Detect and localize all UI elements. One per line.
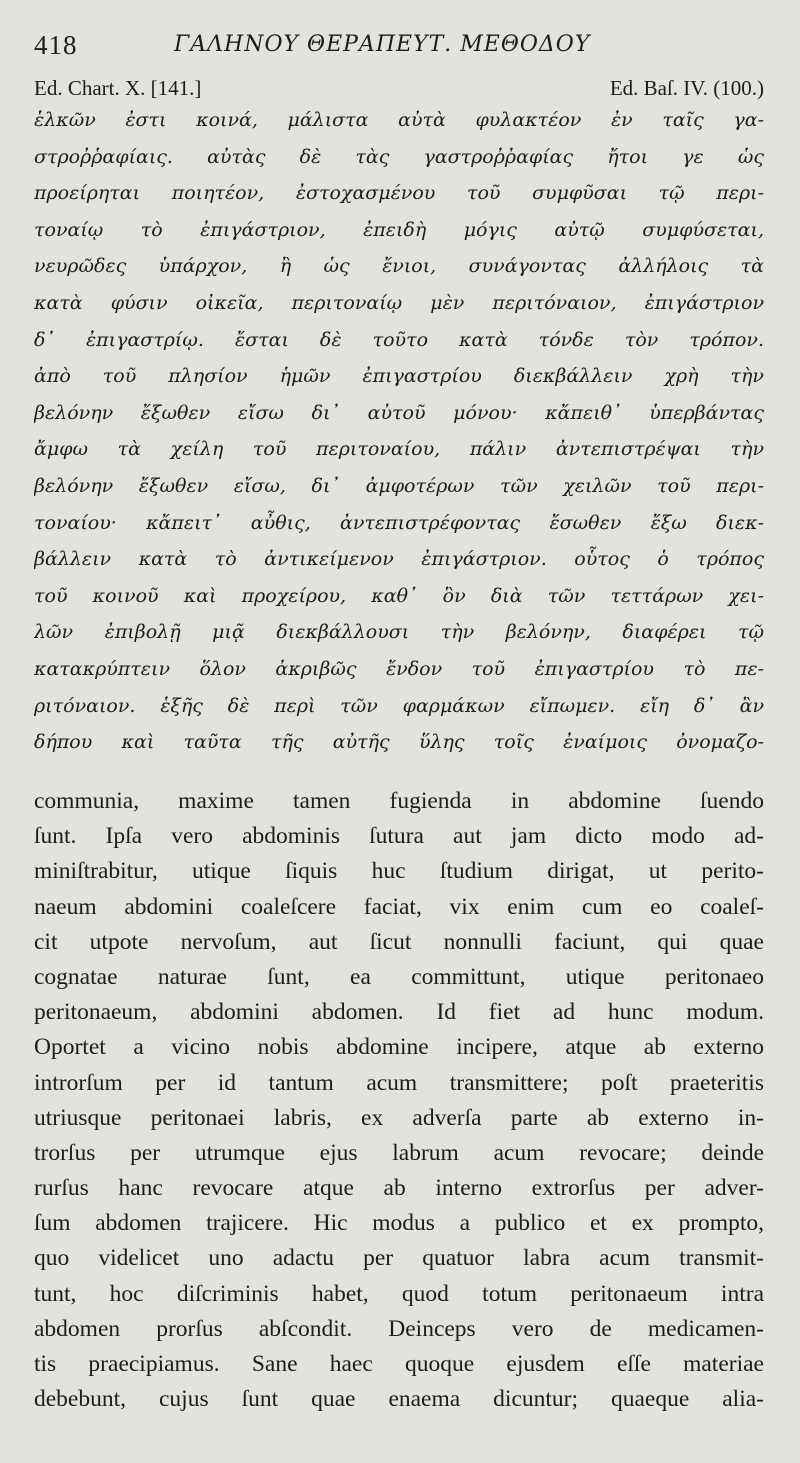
greek-text-line: κατὰ φύσιν οἰκεῖα, περιτοναίῳ μὲν περιτόναιον, ἐπιγάστριον (34, 291, 764, 314)
edition-reference-chartier: Ed. Chart. X. [141.] (34, 76, 202, 100)
greek-text-line: στροῤῥαφίαις. αὐτὰς δὲ τὰς γαστροῤῥαφίας ἤτοι γε ὡς (34, 145, 764, 168)
greek-text-line: νευρῶδες ὑπάρχον, ἢ ὡς ἔνιοι, συνάγοντας ἀλλήλοις τὰ (34, 255, 764, 278)
greek-text-block (34, 102, 764, 761)
running-head (34, 26, 764, 66)
latin-text-line: utriusque peritonaei labris, ex adverſa parte ab externo in- (34, 1104, 764, 1131)
latin-text-line: abdomen prorſus abſcondit. Deinceps vero de medicamen- (34, 1315, 764, 1342)
greek-text-line: ἀπὸ τοῦ πλησίον ἡμῶν ἐπιγαστρίου διεκβάλλειν χρὴ τὴν (34, 365, 764, 388)
greek-text-line: προείρηται ποιητέον, ἐστοχασμένου τοῦ συμφῦσαι τῷ περι- (34, 182, 764, 205)
greek-text-line: κατακρύπτειν ὅλον ἀκριβῶς ἔνδον τοῦ ἐπιγαστρίου τὸ πε- (34, 657, 764, 680)
latin-text-line: Oportet a vicino nobis abdomine incipere, atque ab externo (34, 1034, 764, 1061)
greek-text-line: ριτόναιον. ἑξῆς δὲ περὶ τῶν φαρμάκων εἴπωμεν. εἴη δ᾽ ἂν (34, 694, 764, 717)
page-number: 418 (34, 30, 78, 60)
latin-text-line: communia, maxime tamen fugienda in abdomine ſuendo (34, 788, 764, 814)
greek-text-line: ἑλκῶν ἐστι κοινά, μάλιστα αὐτὰ φυλακτέον ἐν ταῖς γα- (34, 109, 764, 131)
latin-text-line: rurſus hanc revocare atque ab interno extrorſus per adver- (34, 1175, 764, 1202)
latin-text-line: miniſtrabitur, utique ſiquis huc ſtudium dirigat, ut perito- (34, 858, 764, 885)
latin-text-line: cit utpote nervoſum, aut ſicut nonnulli faciunt, qui quae (34, 928, 764, 955)
latin-text-line: quo videlicet uno adactu per quatuor labra acum transmit- (34, 1245, 764, 1272)
greek-text-line: βάλλειν κατὰ τὸ ἀντικείμενον ἐπιγάστριον. οὗτος ὁ τρόπος (34, 548, 764, 571)
latin-text-line: introrſum per id tantum acum transmittere; poſt praeteritis (34, 1069, 764, 1096)
latin-text-line: tis praecipiamus. Sane haec quoque ejusdem eſſe materiae (34, 1351, 764, 1377)
greek-text-line: βελόνην ἔξωθεν εἴσω δι᾽ αὐτοῦ μόνου· κἄπειθ᾽ ὑπερβάντας (34, 401, 764, 424)
latin-translation-block (34, 784, 764, 1417)
greek-text-line: βελόνην ἔξωθεν εἴσω, δι᾽ ἀμφοτέρων τῶν χειλῶν τοῦ περι- (34, 474, 764, 497)
greek-text-line: τοῦ κοινοῦ καὶ προχείρου, καθ᾽ ὃν διὰ τῶν τεττάρων χει- (34, 584, 764, 607)
edition-reference-basel: Ed. Baſ. IV. (100.) (609, 76, 764, 100)
edition-references (34, 76, 764, 104)
latin-text-line: ſunt. Ipſa vero abdominis ſutura aut jam dicto modo ad- (34, 823, 764, 850)
greek-text-line: ἄμφω τὰ χείλη τοῦ περιτοναίου, πάλιν ἀντεπιστρέψαι τὴν (34, 438, 764, 461)
latin-text-line: peritonaeum, abdomini abdomen. Id fiet ad hunc modum. (34, 999, 764, 1026)
latin-text-line: debebunt, cujus ſunt quae enaema dicuntur; quaeque alia- (34, 1386, 764, 1413)
greek-text-line: τοναίου· κἄπειτ᾽ αὖθις, ἀντεπιστρέφοντας ἔσωθεν ἔξω διεκ- (34, 511, 764, 534)
latin-text-line: naeum abdomini coaleſcere faciat, vix enim cum eo coaleſ- (34, 893, 764, 920)
greek-text-line: τοναίῳ τὸ ἐπιγάστριον, ἐπειδὴ μόγις αὐτῷ συμφύσεται, (34, 218, 764, 241)
latin-text-line: tunt, hoc diſcriminis habet, quod totum peritonaeum intra (34, 1280, 764, 1307)
greek-text-line: λῶν ἐπιβολῇ μιᾷ διεκβάλλουσι τὴν βελόνην, διαφέρει τῷ (34, 621, 764, 644)
latin-text-line: trorſus per utrumque ejus labrum acum revocare; deinde (34, 1139, 764, 1166)
running-title: ΓΑΛΗΝΟΥ ΘΕΡΑΠΕΥΤ. ΜΕΘΟΔΟΥ (174, 32, 591, 57)
latin-text-line: ſum abdomen trajicere. Hic modus a publico et ex prompto, (34, 1210, 764, 1237)
greek-text-line: δ᾽ ἐπιγαστρίῳ. ἔσται δὲ τοῦτο κατὰ τόνδε τὸν τρόπον. (34, 328, 764, 351)
greek-text-line: δήπου καὶ ταῦτα τῆς αὐτῆς ὕλης τοῖς ἐναίμοις ὀνομαζο- (34, 731, 764, 754)
latin-text-line: cognatae naturae ſunt, ea committunt, utique peritonaeo (34, 963, 764, 990)
